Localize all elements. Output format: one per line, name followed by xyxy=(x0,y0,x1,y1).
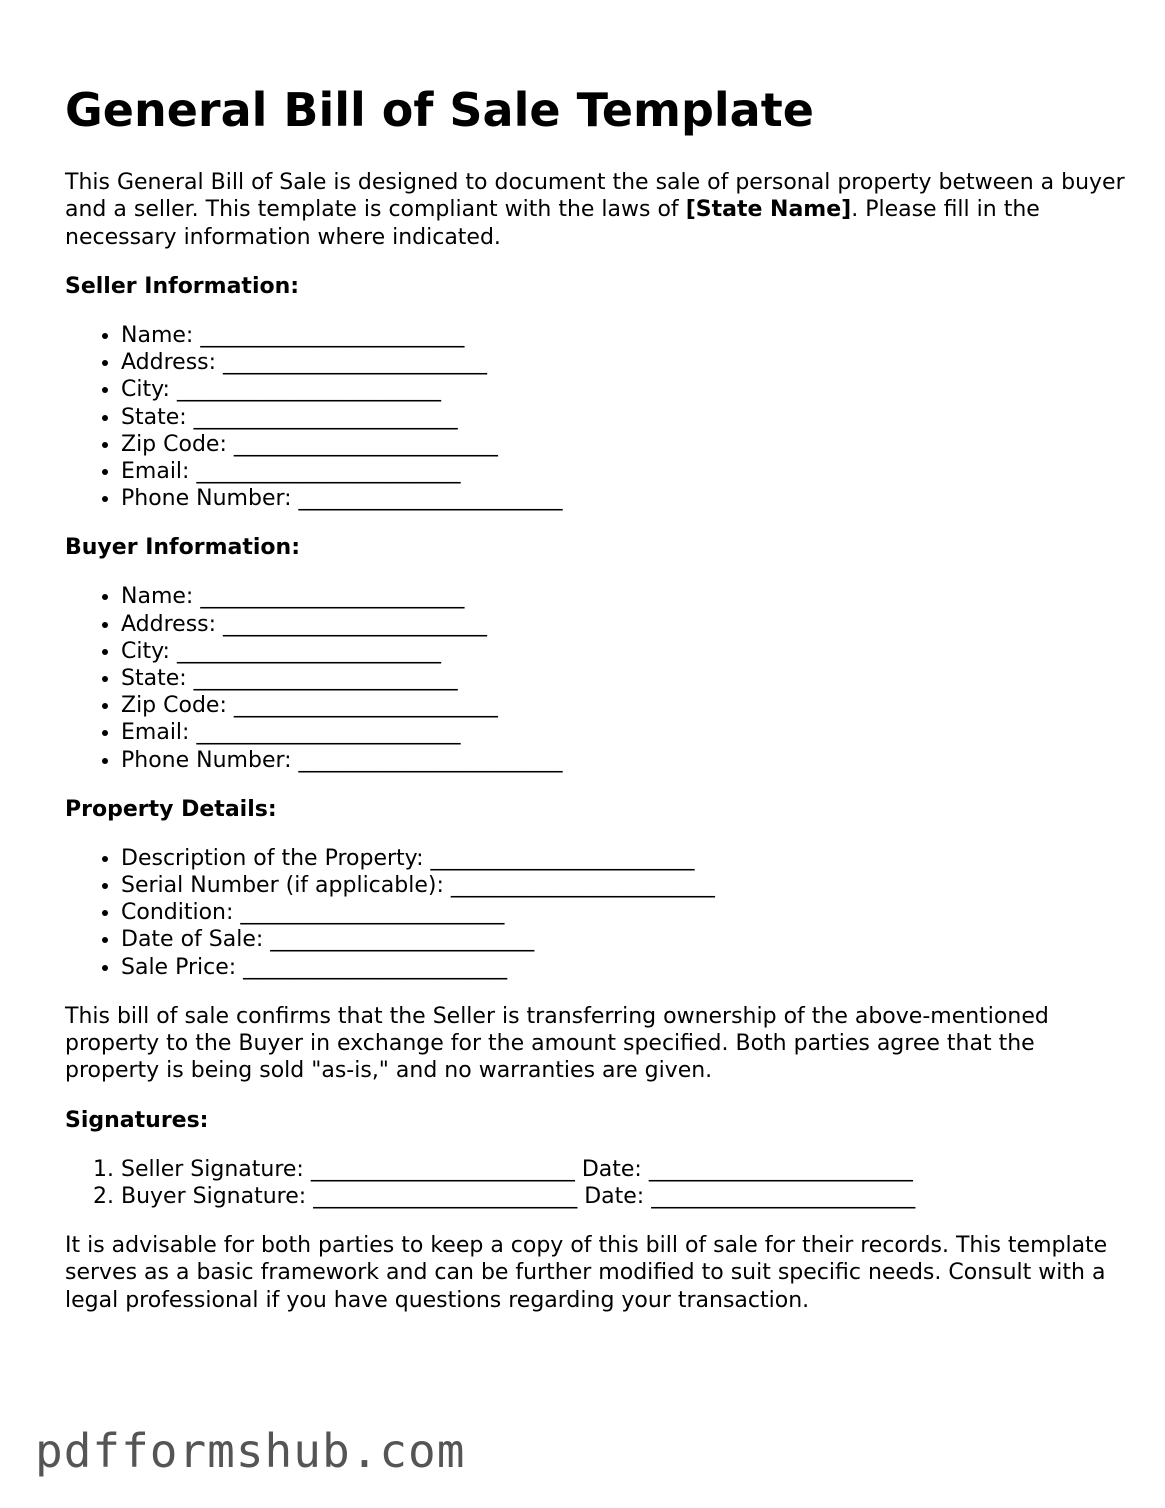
buyer-fields-list xyxy=(65,583,1125,773)
seller-address-field[interactable]: • Address: ________________________ xyxy=(121,349,1125,376)
intro-paragraph xyxy=(65,169,1125,251)
buyer-city-field[interactable]: • City: ________________________ xyxy=(121,638,1125,665)
seller-city-field[interactable]: • City: ________________________ xyxy=(121,376,1125,403)
seller-name-field[interactable]: • Name: ________________________ xyxy=(121,322,1125,349)
closing-paragraph: It is advisable for both parties to keep a copy of this bill of sale for their records. This template serves as a basic framework and can be further modified to suit specific needs. Consult with a legal professional if you have questions regarding your transaction. xyxy=(65,1233,1108,1313)
property-serial-field[interactable]: • Serial Number (if applicable): ________________________ xyxy=(121,872,1125,899)
buyer-heading: Buyer Information: xyxy=(65,535,300,561)
property-heading: Property Details: xyxy=(65,796,277,822)
buyer-name-field[interactable]: • Name: ________________________ xyxy=(121,583,1125,610)
intro-text-end: . Please fill in the necessary information where indicated. xyxy=(65,197,1040,250)
seller-fields-list xyxy=(65,322,1125,512)
buyer-phone-field[interactable]: • Phone Number: ________________________ xyxy=(121,747,1125,774)
property-price-field[interactable]: • Sale Price: ________________________ xyxy=(121,954,1125,981)
seller-signature-line[interactable]: 1. Seller Signature: ________________________ Date: ________________________ xyxy=(121,1156,1125,1183)
buyer-state-field[interactable]: • State: ________________________ xyxy=(121,665,1125,692)
document-title: General Bill of Sale Template xyxy=(65,83,814,137)
seller-heading: Seller Information: xyxy=(65,273,300,299)
property-fields-list xyxy=(65,845,1125,981)
signatures-heading: Signatures: xyxy=(65,1107,209,1133)
seller-state-field[interactable]: • State: ________________________ xyxy=(121,404,1125,431)
watermark-text: pdfformshub.com xyxy=(35,1424,466,1478)
buyer-email-field[interactable]: • Email: ________________________ xyxy=(121,719,1125,746)
signatures-list xyxy=(65,1156,1125,1210)
property-date-field[interactable]: • Date of Sale: ________________________ xyxy=(121,926,1125,953)
confirmation-paragraph: This bill of sale confirms that the Seller is transferring ownership of the above-mentioned property to the Buyer in exchange for the amount specified. Both parties agree that the property is being sold "as-is," and no warranties are given. xyxy=(65,1003,1049,1084)
state-name-placeholder: [State Name] xyxy=(685,197,852,223)
seller-email-field[interactable]: • Email: ________________________ xyxy=(121,458,1125,485)
property-description-field[interactable]: • Description of the Property: ________________________ xyxy=(121,845,1125,872)
property-condition-field[interactable]: • Condition: ________________________ xyxy=(121,899,1125,926)
intro-text-start: This General Bill of Sale is designed to document the sale of personal property between a buyer and a seller. This template is compliant with the laws of xyxy=(65,170,1125,223)
seller-zip-field[interactable]: • Zip Code: ________________________ xyxy=(121,431,1125,458)
buyer-zip-field[interactable]: • Zip Code: ________________________ xyxy=(121,692,1125,719)
document xyxy=(65,78,1125,1314)
buyer-signature-line[interactable]: 2. Buyer Signature: ________________________ Date: ________________________ xyxy=(121,1183,1125,1210)
buyer-address-field[interactable]: • Address: ________________________ xyxy=(121,611,1125,638)
seller-phone-field[interactable]: • Phone Number: ________________________ xyxy=(121,485,1125,512)
